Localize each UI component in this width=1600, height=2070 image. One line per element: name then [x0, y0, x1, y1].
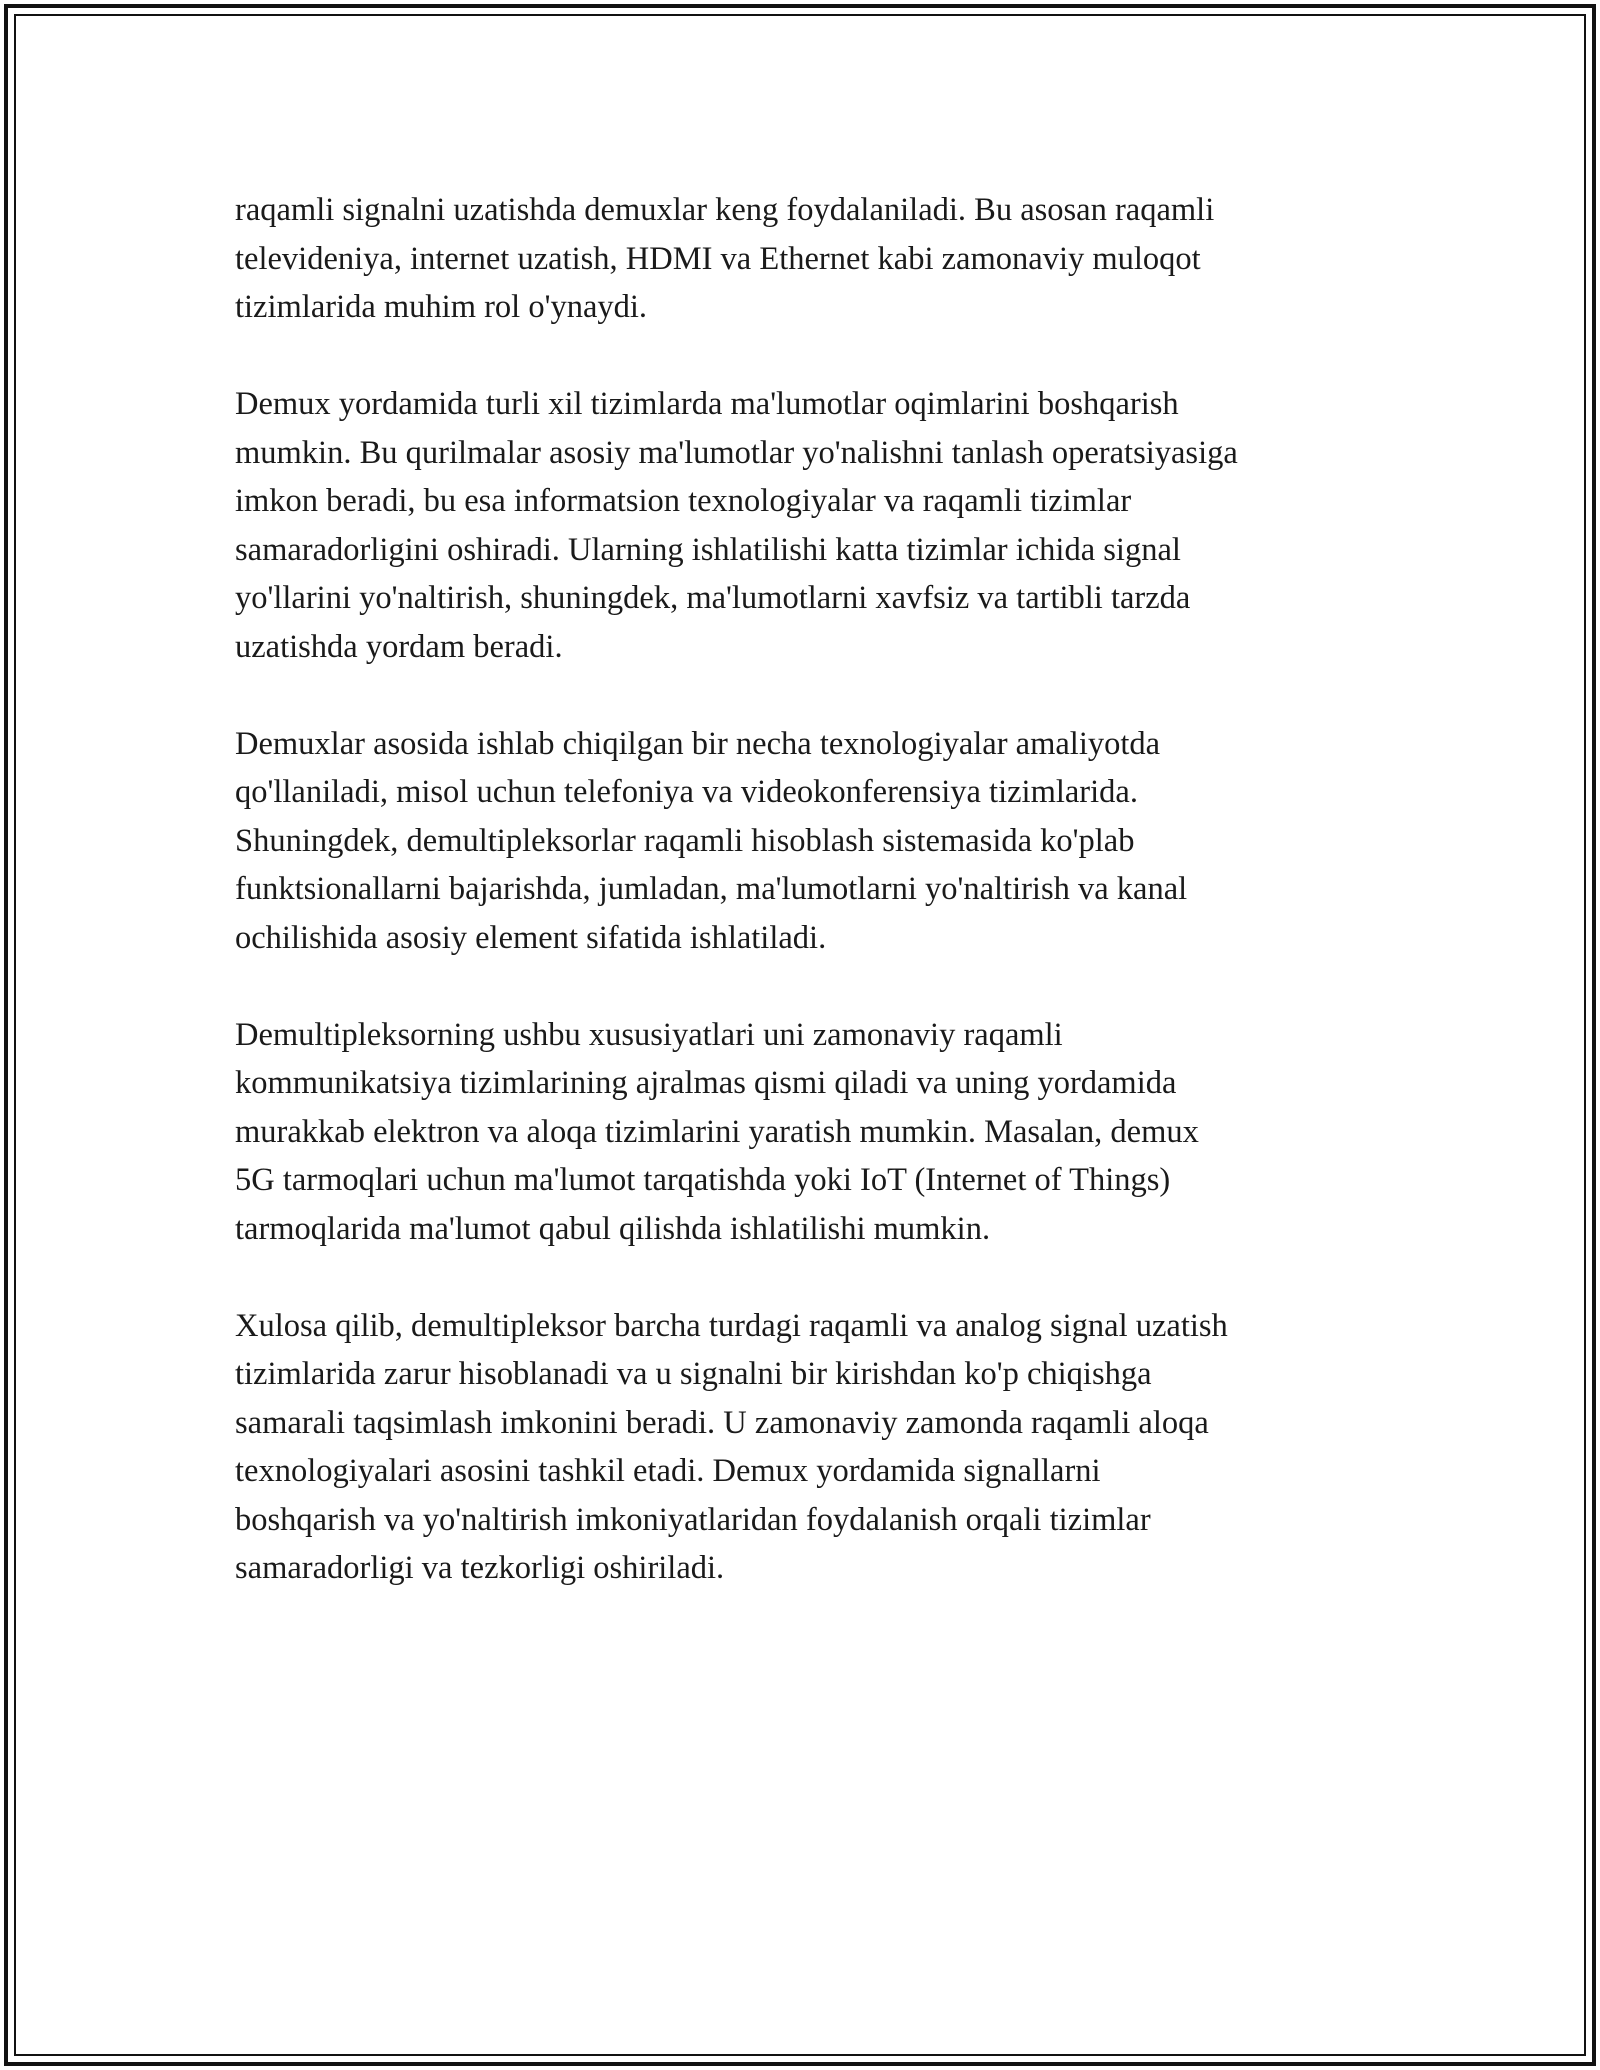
document-body — [235, 186, 1395, 1641]
paragraph: Demuxlar asosida ishlab chiqilgan bir necha texnologiyalar amaliyotda qo'llaniladi, misol uchun telefoniya va videokonferensiya tizimlarida. Shuningdek, demultipleksorlar raqamli hisoblash sistemasida ko'plab funktsionallarni bajarishda, jumladan, ma'lumotlarni yo'naltirish va kanal ochilishida asosiy element sifatida ishlatiladi. — [235, 725, 1188, 956]
paragraph: Demux yordamida turli xil tizimlarda ma'lumotlar oqimlarini boshqarish mumkin. Bu qurilmalar asosiy ma'lumotlar yo'nalishni tanlash operatsiyasiga imkon beradi, bu esa informatsion texnologiyalar va raqamli tizimlar samaradorligini oshiradi. Ularning ishlatilishi katta tizimlar ichida signal yo'llarini yo'naltirish, shuningdek, ma'lumotlarni xavfsiz va tartibli tarzda uzatishda yordam beradi. — [235, 386, 1238, 665]
paragraph: raqamli signalni uzatishda demuxlar keng foydalaniladi. Bu asosan raqamli televideniya, internet uzatish, HDMI va Ethernet kabi zamonaviy muloqot tizimlarida muhim rol o'ynaydi. — [235, 192, 1215, 325]
paragraph: Xulosa qilib, demultipleksor barcha turdagi raqamli va analog signal uzatish tizimlarida zarur hisoblanadi va u signalni bir kirishdan ko'p chiqishga samarali taqsimlash imkonini beradi. U zamonaviy zamonda raqamli aloqa texnologiyalari asosini tashkil etadi. Demux yordamida signallarni boshqarish va yo'naltirish imkoniyatlaridan foydalanish orqali tizimlar samaradorligi va tezkorligi oshiriladi. — [235, 1307, 1228, 1586]
paragraph: Demultipleksorning ushbu xususiyatlari uni zamonaviy raqamli kommunikatsiya tizimlarining ajralmas qismi qiladi va uning yordamida murakkab elektron va aloqa tizimlarini yaratish mumkin. Masalan, demux 5G tarmoqlari uchun ma'lumot tarqatishda yoki IoT (Internet of Things) tarmoqlarida ma'lumot qabul qilishda ishlatilishi mumkin. — [235, 1016, 1199, 1247]
